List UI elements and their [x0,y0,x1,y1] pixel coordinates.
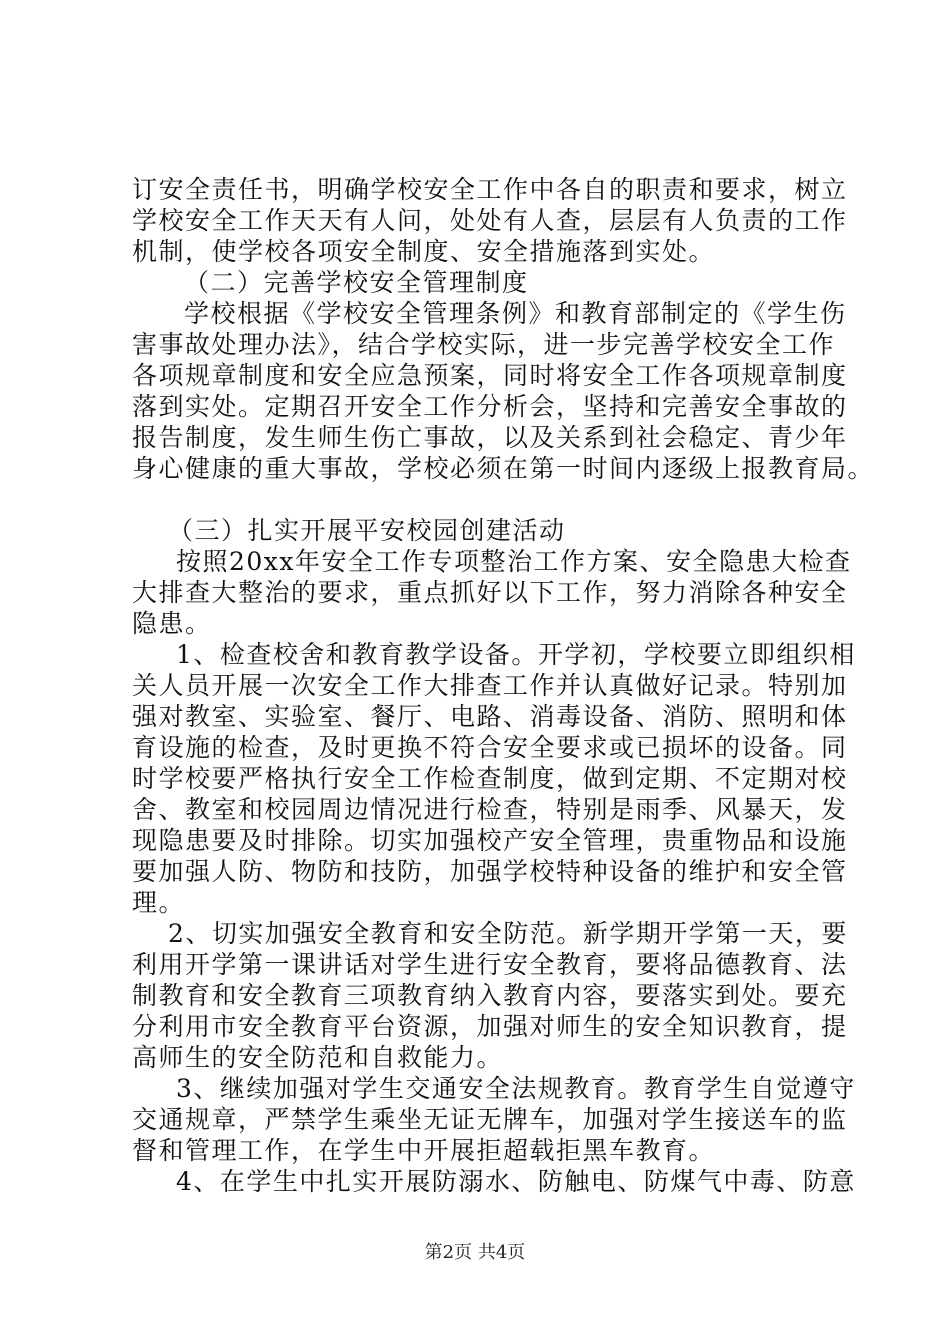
text-line: 按照20xx年安全工作专项整治工作方案、安全隐患大检查 [176,547,852,576]
paragraph-gap [132,484,832,515]
text-line: 关人员开展一次安全工作大排查工作并认真做好记录。特别加 [132,671,848,700]
section-heading: （二）完善学校安全管理制度 [184,268,529,297]
text-line: 身心健康的重大事故，学校必须在第一时间内逐级上报教育局。 [132,454,875,483]
text-line: 时学校要严格执行安全工作检查制度，做到定期、不定期对校 [132,764,848,793]
text-line: 隐患。 [132,609,212,638]
text-line: 害事故处理办法》，结合学校实际，进一步完善学校安全工作 [132,330,836,359]
text-line: 3、继续加强对学生交通安全法规教育。教育学生自觉遵守 [176,1074,856,1103]
text-line: 交通规章，严禁学生乘坐无证无牌车，加强对学生接送车的监 [132,1105,848,1134]
text-line: 舍、教室和校园周边情况进行检查，特别是雨季、风暴天，发 [132,795,848,824]
text-line: 各项规章制度和安全应急预案，同时将安全工作各项规章制度 [132,361,848,390]
text-line: 高师生的安全防范和自救能力。 [132,1043,504,1072]
text-line: 利用开学第一课讲话对学生进行安全教育，要将品德教育、法 [132,950,848,979]
text-line: 督和管理工作，在学生中开展拒超载拒黑车教育。 [132,1136,716,1165]
text-line: 强对教室、实验室、餐厅、电路、消毒设备、消防、照明和体 [132,702,848,731]
text-line: 机制，使学校各项安全制度、安全措施落到实处。 [132,237,716,266]
section-heading: （三）扎实开展平安校园创建活动 [168,516,566,545]
text-line: 1、检查校舍和教育教学设备。开学初，学校要立即组织相 [176,640,856,669]
text-line: 4、在学生中扎实开展防溺水、防触电、防煤气中毒、防意 [176,1167,856,1196]
page-footer: 第2页 共4页 [424,1242,526,1263]
text-line: 学校安全工作天天有人问，处处有人查，层层有人负责的工作 [132,206,848,235]
text-line: 分利用市安全教育平台资源，加强对师生的安全知识教育，提 [132,1012,848,1041]
text-line: 订安全责任书，明确学校安全工作中各自的职责和要求，树立 [132,175,848,204]
text-line: 育设施的检查，及时更换不符合安全要求或已损坏的设备。同 [132,733,848,762]
text-line: 2、切实加强安全教育和安全防范。新学期开学第一天，要 [168,919,848,948]
document-body [132,174,875,1197]
text-line: 要加强人防、物防和技防，加强学校特种设备的维护和安全管 [132,857,848,886]
text-line: 学校根据《学校安全管理条例》和教育部制定的《学生伤 [184,299,847,328]
text-line: 大排查大整治的要求，重点抓好以下工作，努力消除各种安全 [132,578,848,607]
text-line: 制教育和安全教育三项教育纳入教育内容，要落实到处。要充 [132,981,848,1010]
text-line: 理。 [132,888,186,917]
text-line: 现隐患要及时排除。切实加强校产安全管理，贵重物品和设施 [132,826,848,855]
text-line: 落到实处。定期召开安全工作分析会，坚持和完善安全事故的 [132,392,848,421]
text-line: 报告制度，发生师生伤亡事故，以及关系到社会稳定、青少年 [132,423,848,452]
